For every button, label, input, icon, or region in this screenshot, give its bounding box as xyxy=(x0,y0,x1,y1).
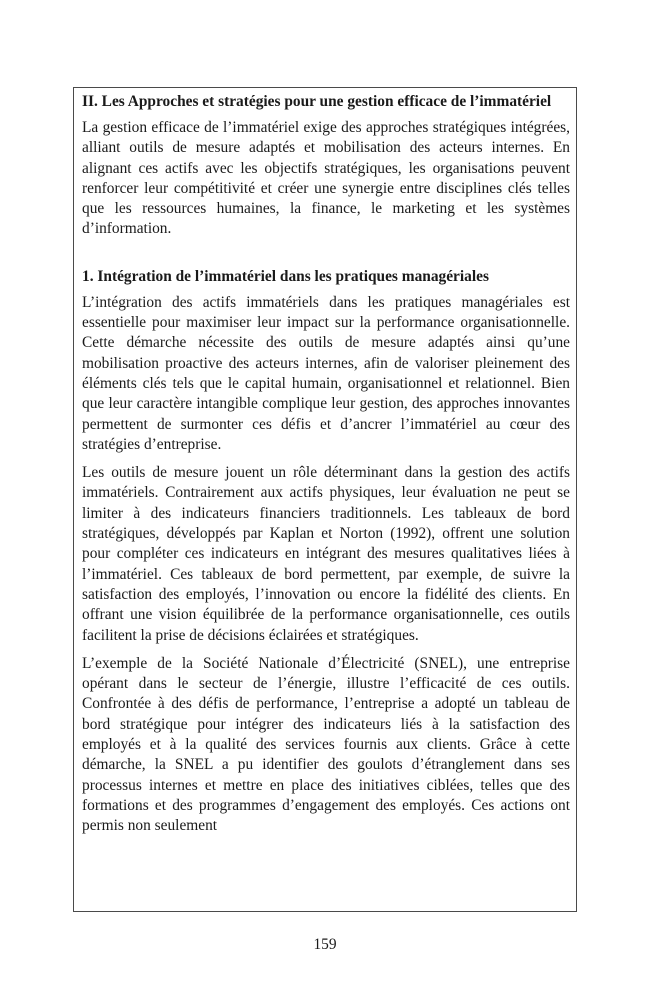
body-paragraph-1: L’intégration des actifs immatériels dans les pratiques managériales est essentielle pour maximiser leur impact sur la performance organisationnelle. Cette démarche nécessite des outils de mesure adaptés ainsi qu’une mobilisation proactive des acteurs internes, afin de valoriser pleinement des éléments clés tels que le capital humain, organisationnel et relationnel. Bien que leur caractère intangible complique leur gestion, des approches innovantes permettent de surmonter ces défis et d’ancrer l’immatériel au cœur des stratégies d’entreprise. xyxy=(82,293,570,453)
page-number: 159 xyxy=(313,936,337,953)
subsection-heading: 1. Intégration de l’immatériel dans les pratiques managériales xyxy=(82,267,489,285)
body-paragraph-2: Les outils de mesure jouent un rôle déterminant dans la gestion des actifs immatériels. Contrairement aux actifs physiques, leur évaluation ne peut se limiter à des indicateurs financiers traditionnels. Les tableaux de bord stratégiques, développés par Kaplan et Norton (1992), offrent une solution pour compléter ces indicateurs en intégrant des mesures qualitatives liées à l’immatériel. Ces tableaux de bord permettent, par exemple, de suivre la satisfaction des employés, l’innovation ou encore la fidélité des clients. En offrant une vision équilibrée de la performance organisationnelle, ces outils facilitent la prise de décisions éclairées et stratégiques. xyxy=(82,464,570,644)
body-paragraph-3: L’exemple de la Société Nationale d’Électricité (SNEL), une entreprise opérant dans le secteur de l’énergie, illustre l’efficacité de ces outils. Confrontée à des défis de performance, l’entreprise a adopté un tableau de bord stratégique pour intégrer des indicateurs liés à la satisfaction des employés et à la qualité des services fournis aux clients. Grâce à cette démarche, la SNEL a pu identifier des goulots d’étranglement dans ses processus internes et mettre en place des initiatives ciblées, telles que des formations et des programmes d’engagement des employés. Ces actions ont permis non seulement xyxy=(82,654,570,835)
text-frame xyxy=(73,87,577,912)
intro-paragraph: La gestion efficace de l’immatériel exige des approches stratégiques intégrées, alliant outils de mesure adaptés et mobilisation des acteurs internes. En alignant ces actifs avec les objectifs stratégiques, les organisations peuvent renforcer leur compétitivité et créer une synergie entre disciplines clés telles que les ressources humaines, la finance, le marketing et les systèmes d’information. xyxy=(82,119,570,238)
section-heading: II. Les Approches et stratégies pour une gestion efficace de l’immatériel xyxy=(82,93,552,110)
